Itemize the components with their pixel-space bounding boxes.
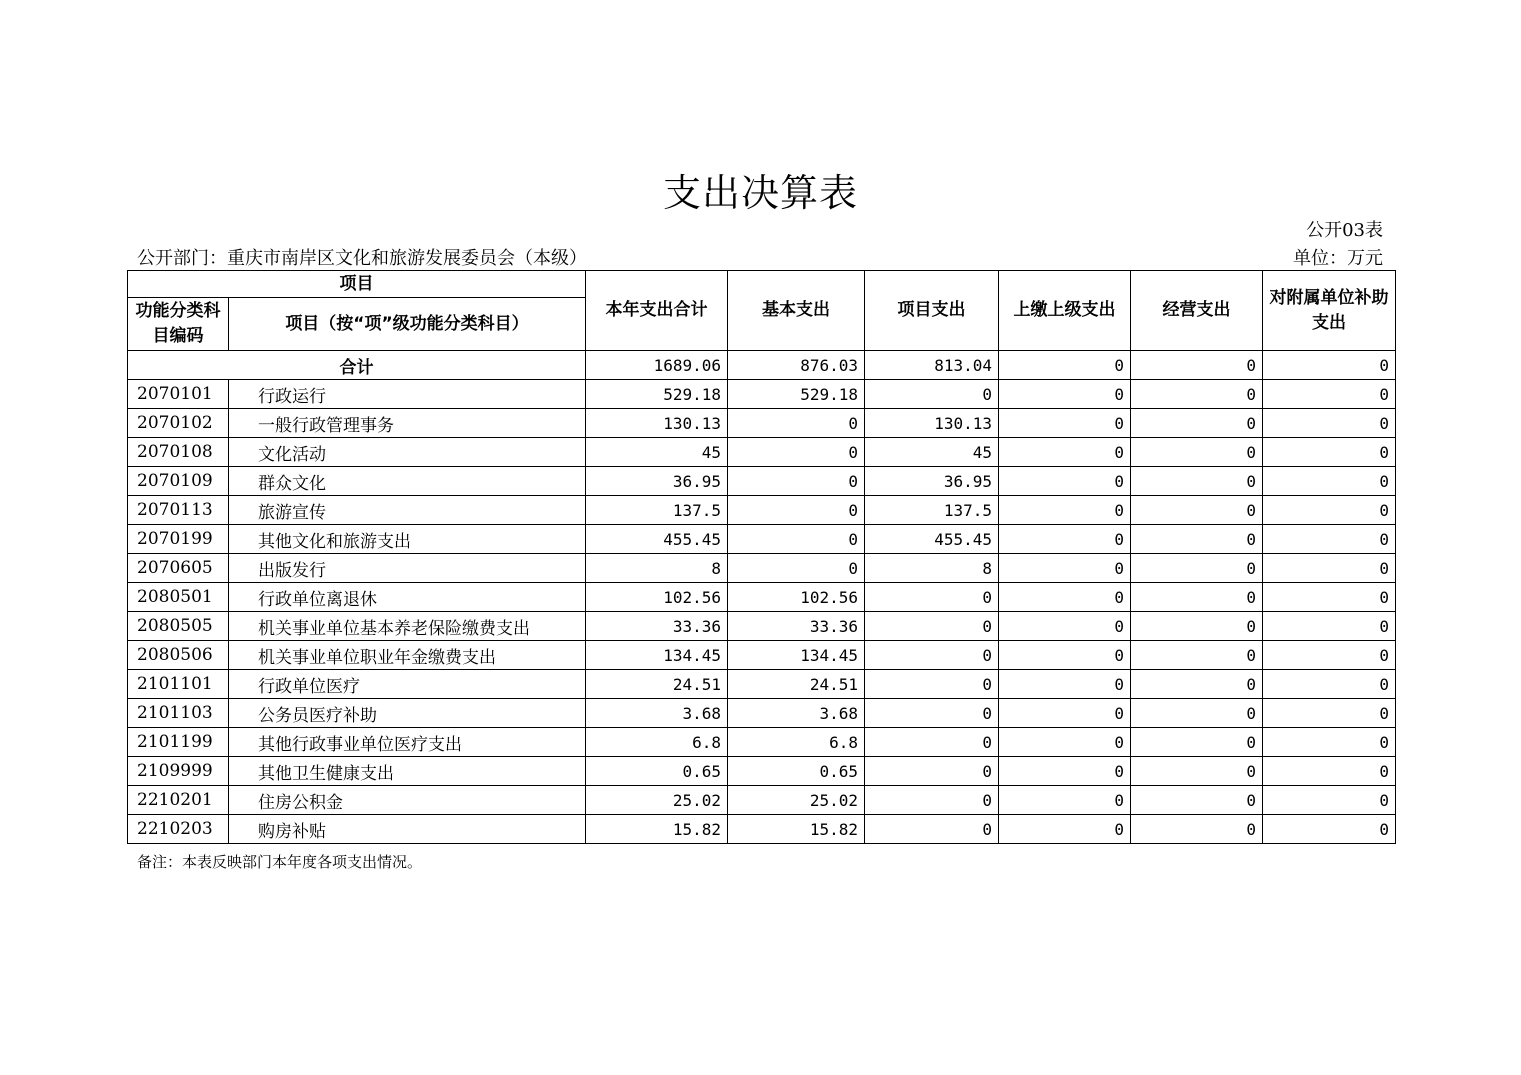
code-cell: 2070101 [128,380,229,409]
header-basic: 基本支出 [728,271,865,351]
value-cell: 24.51 [586,670,728,699]
value-cell: 529.18 [586,380,728,409]
code-cell: 2080501 [128,583,229,612]
header-total: 本年支出合计 [586,271,728,351]
code-cell: 2210203 [128,815,229,844]
value-cell: 137.5 [586,496,728,525]
value-cell: 0 [1263,438,1396,467]
value-cell: 0 [1131,438,1263,467]
table-row [128,554,1396,583]
value-cell: 0 [1131,641,1263,670]
value-cell: 0 [1263,409,1396,438]
header-upper-level: 上缴上级支出 [999,271,1131,351]
value-cell: 0 [1131,815,1263,844]
value-cell: 0 [1131,786,1263,815]
value-cell: 0 [999,786,1131,815]
code-cell: 2070113 [128,496,229,525]
name-cell: 文化活动 [229,438,586,467]
value-cell: 137.5 [865,496,999,525]
code-cell: 2080505 [128,612,229,641]
table-row [128,438,1396,467]
code-cell: 2070102 [128,409,229,438]
form-number: 公开03表 [1306,220,1383,241]
value-cell: 8 [586,554,728,583]
name-cell: 旅游宣传 [229,496,586,525]
code-cell: 2109999 [128,757,229,786]
value-cell: 102.56 [728,583,865,612]
value-cell: 0 [1263,467,1396,496]
table-row [128,496,1396,525]
total-cell: 0 [999,351,1131,380]
value-cell: 0 [999,525,1131,554]
value-cell: 36.95 [865,467,999,496]
name-cell: 行政单位离退休 [229,583,586,612]
code-cell: 2070605 [128,554,229,583]
value-cell: 0 [865,641,999,670]
value-cell: 8 [865,554,999,583]
total-cell: 1689.06 [586,351,728,380]
table-row [128,728,1396,757]
value-cell: 0 [1131,467,1263,496]
name-cell: 购房补贴 [229,815,586,844]
value-cell: 0 [1263,699,1396,728]
value-cell: 0 [1263,496,1396,525]
value-cell: 0 [999,612,1131,641]
value-cell: 0 [999,670,1131,699]
code-cell: 2210201 [128,786,229,815]
code-cell: 2101101 [128,670,229,699]
page-title: 支出决算表 [662,171,858,215]
value-cell: 0 [999,438,1131,467]
header-func-code: 功能分类科目编码 [128,298,229,351]
name-cell: 公务员医疗补助 [229,699,586,728]
value-cell: 33.36 [728,612,865,641]
value-cell: 25.02 [586,786,728,815]
name-cell: 住房公积金 [229,786,586,815]
name-cell: 其他卫生健康支出 [229,757,586,786]
header-project-expenditure: 项目支出 [865,271,999,351]
value-cell: 0 [1131,525,1263,554]
value-cell: 0 [728,554,865,583]
value-cell: 45 [865,438,999,467]
table-row [128,525,1396,554]
value-cell: 0 [999,728,1131,757]
value-cell: 0 [1131,496,1263,525]
value-cell: 0 [728,438,865,467]
table-row [128,670,1396,699]
name-cell: 机关事业单位职业年金缴费支出 [229,641,586,670]
name-cell: 群众文化 [229,467,586,496]
value-cell: 0 [865,612,999,641]
expenditure-table [127,270,1396,844]
value-cell: 6.8 [586,728,728,757]
value-cell: 0 [999,641,1131,670]
value-cell: 0 [865,815,999,844]
table-row [128,786,1396,815]
table-row [128,641,1396,670]
name-cell: 机关事业单位基本养老保险缴费支出 [229,612,586,641]
value-cell: 0 [865,786,999,815]
total-label: 合计 [128,351,586,380]
value-cell: 130.13 [865,409,999,438]
value-cell: 3.68 [728,699,865,728]
header-project-name: 项目（按“项”级功能分类科目） [229,298,586,351]
code-cell: 2070199 [128,525,229,554]
value-cell: 25.02 [728,786,865,815]
department-label: 公开部门：重庆市南岸区文化和旅游发展委员会（本级） [137,248,587,269]
value-cell: 0 [1131,728,1263,757]
value-cell: 134.45 [586,641,728,670]
value-cell: 0 [728,409,865,438]
unit-label: 单位：万元 [1293,248,1383,269]
value-cell: 0 [999,757,1131,786]
value-cell: 102.56 [586,583,728,612]
table-row [128,815,1396,844]
value-cell: 130.13 [586,409,728,438]
value-cell: 0 [999,409,1131,438]
value-cell: 0 [999,380,1131,409]
value-cell: 0 [1131,554,1263,583]
table-row [128,409,1396,438]
value-cell: 0 [1131,670,1263,699]
name-cell: 其他行政事业单位医疗支出 [229,728,586,757]
value-cell: 0 [865,380,999,409]
value-cell: 3.68 [586,699,728,728]
value-cell: 455.45 [586,525,728,554]
value-cell: 15.82 [728,815,865,844]
value-cell: 0 [1131,583,1263,612]
value-cell: 0 [865,670,999,699]
value-cell: 0 [1263,612,1396,641]
total-cell: 813.04 [865,351,999,380]
total-cell: 0 [1263,351,1396,380]
value-cell: 0 [1131,380,1263,409]
value-cell: 0 [1263,554,1396,583]
total-row [128,351,1396,380]
code-cell: 2070108 [128,438,229,467]
value-cell: 0 [728,496,865,525]
name-cell: 行政运行 [229,380,586,409]
table-row [128,583,1396,612]
value-cell: 0 [999,699,1131,728]
total-cell: 876.03 [728,351,865,380]
name-cell: 一般行政管理事务 [229,409,586,438]
code-cell: 2101103 [128,699,229,728]
value-cell: 0 [999,815,1131,844]
value-cell: 33.36 [586,612,728,641]
value-cell: 0 [865,583,999,612]
code-cell: 2070109 [128,467,229,496]
value-cell: 0 [865,757,999,786]
value-cell: 0 [1131,699,1263,728]
header-business: 经营支出 [1131,271,1263,351]
value-cell: 0 [865,728,999,757]
value-cell: 6.8 [728,728,865,757]
value-cell: 0 [865,699,999,728]
value-cell: 15.82 [586,815,728,844]
header-project: 项目 [128,271,586,298]
name-cell: 其他文化和旅游支出 [229,525,586,554]
table-row [128,612,1396,641]
value-cell: 0 [1263,728,1396,757]
value-cell: 0 [1131,612,1263,641]
value-cell: 0 [1131,409,1263,438]
value-cell: 0 [1263,641,1396,670]
code-cell: 2101199 [128,728,229,757]
name-cell: 出版发行 [229,554,586,583]
value-cell: 0 [728,525,865,554]
value-cell: 0 [1263,670,1396,699]
value-cell: 0 [1263,815,1396,844]
value-cell: 455.45 [865,525,999,554]
value-cell: 0 [999,583,1131,612]
value-cell: 0 [1263,380,1396,409]
value-cell: 45 [586,438,728,467]
value-cell: 0 [999,554,1131,583]
value-cell: 24.51 [728,670,865,699]
value-cell: 36.95 [586,467,728,496]
value-cell: 0 [1263,583,1396,612]
table-row [128,757,1396,786]
name-cell: 行政单位医疗 [229,670,586,699]
value-cell: 0 [999,467,1131,496]
header-subsidiary: 对附属单位补助支出 [1263,271,1396,351]
table-row [128,380,1396,409]
value-cell: 134.45 [728,641,865,670]
value-cell: 529.18 [728,380,865,409]
value-cell: 0 [1263,525,1396,554]
value-cell: 0 [1263,757,1396,786]
value-cell: 0.65 [728,757,865,786]
value-cell: 0.65 [586,757,728,786]
value-cell: 0 [999,496,1131,525]
code-cell: 2080506 [128,641,229,670]
table-row [128,467,1396,496]
table-note: 备注：本表反映部门本年度各项支出情况。 [137,853,423,871]
value-cell: 0 [1131,757,1263,786]
value-cell: 0 [728,467,865,496]
table-row [128,699,1396,728]
value-cell: 0 [1263,786,1396,815]
total-cell: 0 [1131,351,1263,380]
